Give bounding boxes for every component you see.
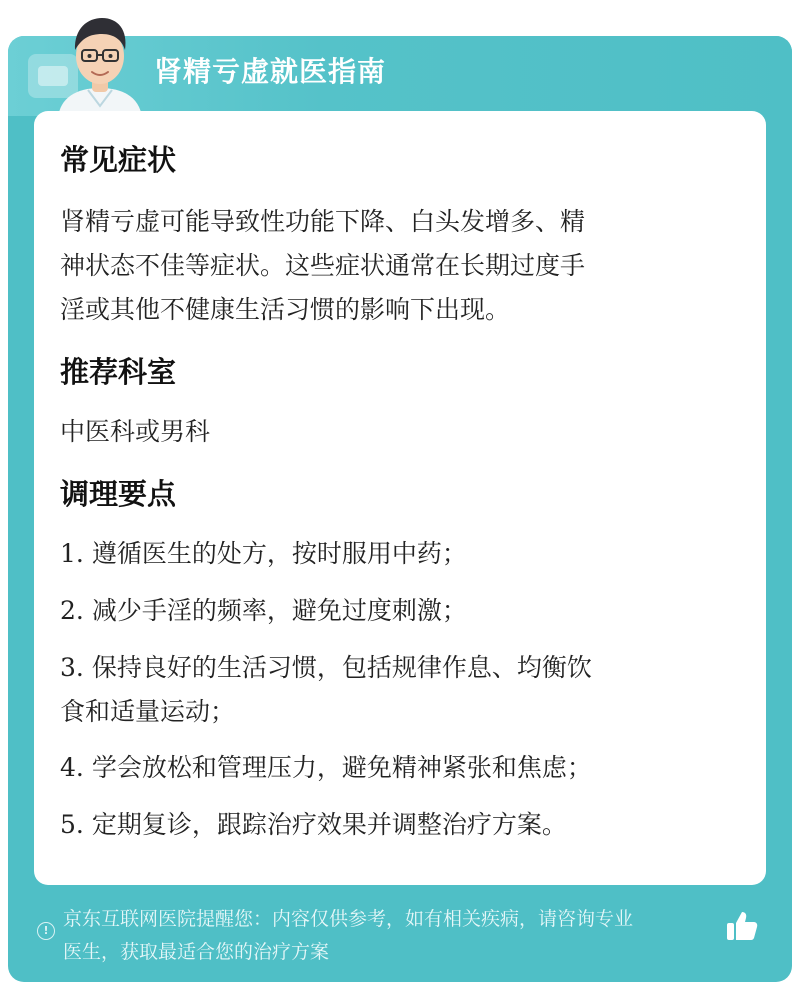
care-item-2 <box>60 589 736 633</box>
care-item-1 <box>60 532 736 576</box>
care-item-number: 2. <box>60 596 84 625</box>
section-title-department: 推荐科室 <box>60 355 177 389</box>
care-item-number: 5. <box>60 810 84 839</box>
care-item-number: 3. <box>60 653 84 682</box>
disclaimer <box>63 903 723 969</box>
care-item-number: 4. <box>60 753 84 782</box>
section-title-symptoms: 常见症状 <box>60 143 177 177</box>
page-title: 肾精亏虚就医指南 <box>154 55 387 88</box>
department-text: 中医科或男科 <box>60 417 211 446</box>
thumbs-up-icon[interactable] <box>724 908 760 944</box>
care-item-number: 1. <box>60 539 84 568</box>
symptoms-line-2: 神状态不佳等症状。这些症状通常在长期过度手 <box>60 251 586 280</box>
care-item-4 <box>60 746 736 790</box>
disclaimer-line-2: 医生，获取最适合您的治疗方案 <box>63 941 330 963</box>
section-title-care: 调理要点 <box>60 477 177 511</box>
care-item-5 <box>60 803 736 847</box>
disclaimer-line-1: 京东互联网医院提醒您：内容仅供参考，如有相关疾病，请咨询专业 <box>63 908 634 930</box>
care-item-text: 减少手淫的频率，避免过度刺激； <box>91 596 467 625</box>
care-item-text: 定期复诊，跟踪治疗效果并调整治疗方案。 <box>91 810 567 839</box>
care-item-text: 学会放松和管理压力，避免精神紧张和焦虑； <box>91 753 592 782</box>
care-item-text: 保持良好的生活习惯，包括规律作息、均衡饮 <box>91 653 592 682</box>
care-item-text: 遵循医生的处方，按时服用中药； <box>91 539 467 568</box>
symptoms-line-3: 淫或其他不健康生活习惯的影响下出现。 <box>60 295 511 324</box>
symptoms-line-1: 肾精亏虚可能导致性功能下降、白头发增多、精 <box>60 207 586 236</box>
info-icon: ! <box>37 922 55 940</box>
care-item-3 <box>60 646 736 690</box>
care-item-3-continued: 食和适量运动； <box>60 697 236 726</box>
doctor-avatar <box>44 6 156 118</box>
